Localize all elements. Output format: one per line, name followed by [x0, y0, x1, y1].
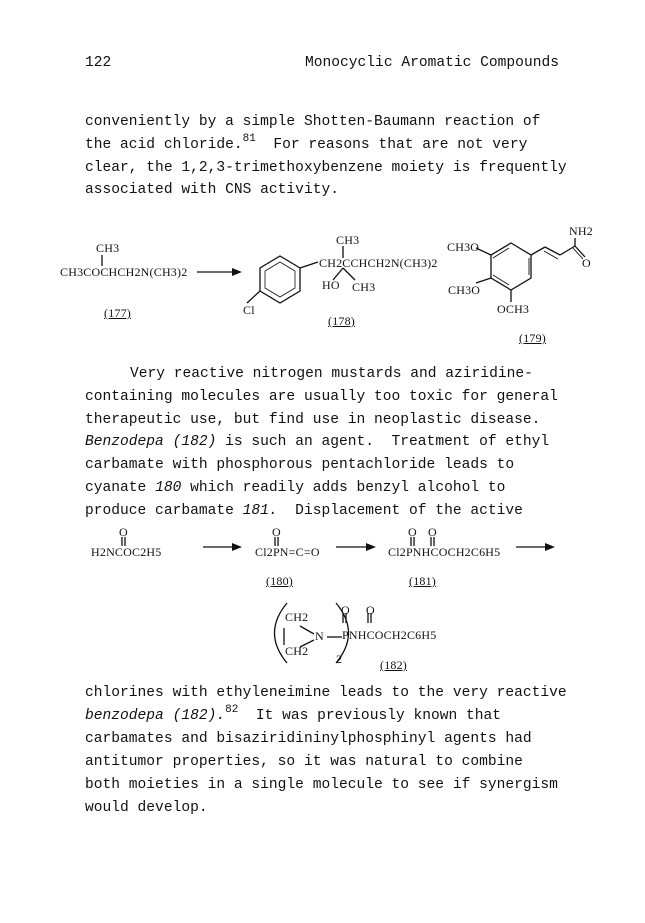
compound-182-label: (182) [380, 658, 407, 672]
bond [545, 247, 560, 255]
methyl-label: CH3 [336, 233, 360, 247]
running-title: Monocyclic Aromatic Compounds [305, 55, 559, 71]
chloro-label: Cl [243, 303, 255, 317]
text-line: carbamates and bisaziridininylphosphinyl agents had [85, 731, 532, 747]
text-line: conveniently by a simple Shotten-Baumann reaction of [85, 114, 541, 130]
text-line: carbamate with phosphorous pentachloride leads to [85, 457, 515, 473]
text-line: antitumor properties, so it was natural to combine [85, 754, 523, 770]
bond [300, 626, 314, 634]
methyl-label: CH3 [352, 280, 376, 294]
arrow-head [232, 543, 242, 551]
benzene-ring [260, 256, 300, 303]
oxygen-label: O [272, 525, 281, 539]
arrow-head [232, 268, 242, 276]
text-span: cyanate [85, 480, 156, 496]
oxygen-label: O [408, 525, 417, 539]
ethyl-carbamate-formula: H2NCOC2H5 [91, 545, 162, 559]
methoxy-label: CH3O [447, 240, 480, 254]
bond [560, 246, 575, 255]
text-line [85, 704, 502, 724]
text-span: is such an agent. Treatment of ethyl [216, 434, 550, 450]
methylene-label: CH2 [285, 610, 309, 624]
bond [247, 291, 260, 303]
compound-ref: 180 [155, 480, 182, 496]
compound-178-label: (178) [328, 314, 355, 328]
subscript-label: 2 [336, 652, 343, 666]
text-line: containing molecules are usually too toxic for general [85, 389, 558, 405]
text-line [85, 434, 549, 450]
compound-178-chain: CH2CCHCH2N(CH3)2 [319, 256, 438, 270]
amine-label: NH2 [569, 224, 593, 238]
benzene-ring [491, 243, 531, 290]
compound-181-formula: Cl2PNHCOCH2C6H5 [388, 545, 501, 559]
text-span: Displacement of the active [277, 503, 523, 519]
bond [531, 247, 545, 255]
methylene-label: CH2 [285, 644, 309, 658]
text-span: which readily adds benzyl alcohol to [181, 480, 506, 496]
arrow-head [366, 543, 376, 551]
methoxy-label: OCH3 [497, 302, 530, 316]
compound-181-label: (181) [409, 574, 436, 588]
methoxy-label: CH3O [448, 283, 481, 297]
compound-180-label: (180) [266, 574, 293, 588]
compound-182-formula: PNHCOCH2C6H5 [342, 628, 437, 642]
text-line [85, 503, 523, 519]
oxygen-label: O [428, 525, 437, 539]
text-line: Very reactive nitrogen mustards and aziridine- [130, 366, 533, 382]
compound-name: Benzodepa (182) [85, 434, 217, 450]
oxygen-label: O [582, 256, 591, 270]
text-span: It was previously known that [238, 708, 502, 724]
bond [300, 262, 318, 268]
page-number: 122 [85, 55, 112, 71]
footnote-ref: 81 [242, 133, 256, 146]
compound-179-label: (179) [519, 331, 546, 345]
text-line: both moieties in a single molecule to see if synergism [85, 777, 558, 793]
compound-name: benzodepa (182). [85, 708, 226, 724]
text-line: associated with CNS activity. [85, 182, 339, 198]
text-line: would develop. [85, 800, 208, 816]
text-span: the acid chloride. [85, 137, 243, 153]
arrow-head [545, 543, 555, 551]
compound-177-formula: CH3COCHCH2N(CH3)2 [60, 265, 188, 279]
text-span: produce carbamate [85, 503, 243, 519]
compound-177-label: (177) [104, 306, 131, 320]
hydroxyl-label: HO [322, 278, 340, 292]
oxygen-label: O [366, 603, 375, 617]
text-span: For reasons that are not very [255, 137, 528, 153]
oxygen-label: O [119, 525, 128, 539]
nitrogen-label: N [315, 629, 324, 643]
compound-ref: 181. [242, 503, 278, 519]
footnote-ref: 82 [225, 704, 239, 717]
methyl-label: CH3 [96, 241, 120, 255]
text-line [85, 480, 505, 496]
text-line: chlorines with ethyleneimine leads to the very reactive [85, 685, 567, 701]
text-line: therapeutic use, but find use in neoplastic disease. [85, 412, 541, 428]
compound-180-formula: Cl2PN=C=O [255, 545, 320, 559]
text-line: clear, the 1,2,3-trimethoxybenzene moiety is frequently [85, 160, 567, 176]
oxygen-label: O [341, 603, 350, 617]
benzene-inner [265, 262, 295, 297]
